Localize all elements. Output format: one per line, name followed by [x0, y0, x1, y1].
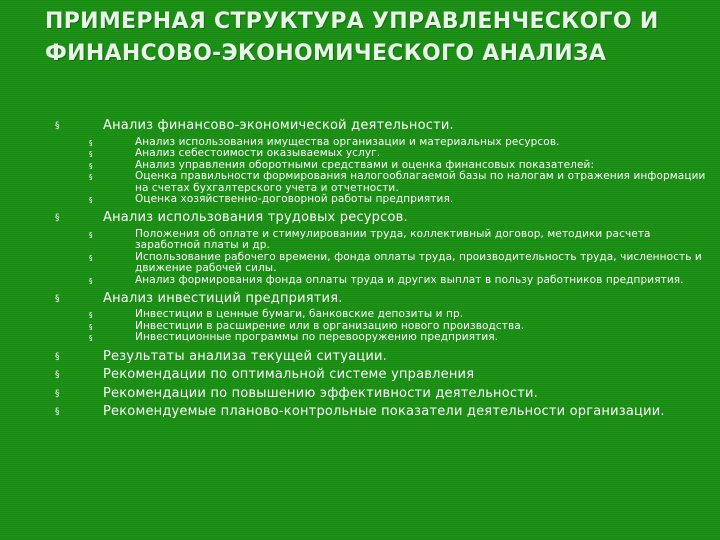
sub-list-item-label: Анализ управления оборотными средствами и оценка финансовых показателей:	[135, 158, 595, 171]
bullet-icon: §	[89, 334, 93, 343]
list-item-control-indicators	[55, 404, 715, 420]
bullet-icon: §	[89, 230, 93, 239]
sub-list-item	[55, 332, 715, 344]
content-list	[55, 118, 715, 420]
list-item-label: Анализ инвестиций предприятия.	[103, 290, 343, 306]
list-item-label: Рекомендуемые планово-контрольные показатели деятельности организации.	[103, 404, 665, 420]
bullet-icon: §	[55, 370, 60, 381]
sub-list-item-label: Положения об оплате и стимулировании труда, коллективный договор, методики расчета заработной платы и др.	[135, 227, 651, 252]
sub-list-item	[55, 229, 715, 252]
list-item-investments	[55, 291, 715, 307]
bullet-icon: §	[89, 138, 93, 147]
list-item-label: Анализ финансово-экономической деятельности.	[103, 118, 454, 133]
sub-list-item-label: Анализ формирования фонда оплаты труда и других выплат в пользу работников предприятия.	[135, 273, 684, 286]
sub-list-item	[55, 275, 715, 287]
list-item-efficiency-recommendations	[55, 386, 715, 402]
sub-list-item-label: Инвестиционные программы по перевооружению предприятия.	[135, 331, 499, 344]
list-item-management-recommendations	[55, 367, 715, 383]
list-item-results	[55, 349, 715, 365]
bullet-icon: §	[55, 213, 60, 224]
bullet-icon: §	[55, 121, 60, 131]
list-item-label: Рекомендации по оптимальной системе управления	[103, 367, 475, 383]
bullet-icon: §	[89, 173, 93, 182]
list-item-financial-analysis	[55, 118, 715, 134]
sub-list-item-label: Инвестиции в ценные бумаги, банковские депозиты и пр.	[135, 308, 464, 321]
sub-list-item-label: Использование рабочего времени, фонда оплаты труда, производительность труда, численность и движение рабочей силы.	[135, 250, 702, 275]
sub-list-item	[55, 252, 715, 275]
list-item-labor-resources	[55, 210, 715, 226]
bullet-icon: §	[89, 161, 93, 170]
list-item-label: Анализ использования трудовых ресурсов.	[103, 210, 408, 226]
bullet-icon: §	[55, 388, 60, 399]
bullet-icon: §	[55, 407, 60, 418]
sub-list-item-label: Оценка правильности формирования налогооблагаемой базы по налогам и отражения информации на счетах бухгалтерского учета и отчетности.	[135, 170, 706, 194]
bullet-icon: §	[89, 311, 93, 320]
bullet-icon: §	[89, 196, 93, 205]
bullet-icon: §	[89, 150, 93, 159]
sub-list-item-label: Анализ себестоимости оказываемых услуг.	[135, 147, 381, 160]
bullet-icon: §	[89, 253, 93, 262]
bullet-icon: §	[55, 351, 60, 362]
sub-list-item	[55, 194, 715, 206]
bullet-icon: §	[89, 276, 93, 285]
sub-list-item-label: Инвестиции в расширение или в организацию нового производства.	[135, 319, 525, 332]
slide-title: ПРИМЕРНАЯ СТРУКТУРА УПРАВЛЕНЧЕСКОГО И ФИНАНСОВО-ЭКОНОМИЧЕСКОГО АНАЛИЗА	[45, 9, 659, 66]
sub-list-item-label: Анализ использования имущества организации и материальных ресурсов.	[135, 135, 560, 148]
bullet-icon: §	[89, 322, 93, 331]
sub-list-item	[55, 171, 715, 194]
list-item-label: Рекомендации по повышению эффективности деятельности.	[103, 385, 539, 401]
list-item-label: Результаты анализа текущей ситуации.	[103, 348, 387, 364]
sub-list-item-label: Оценка хозяйственно-договорной работы предприятия.	[135, 193, 454, 206]
bullet-icon: §	[55, 293, 60, 304]
